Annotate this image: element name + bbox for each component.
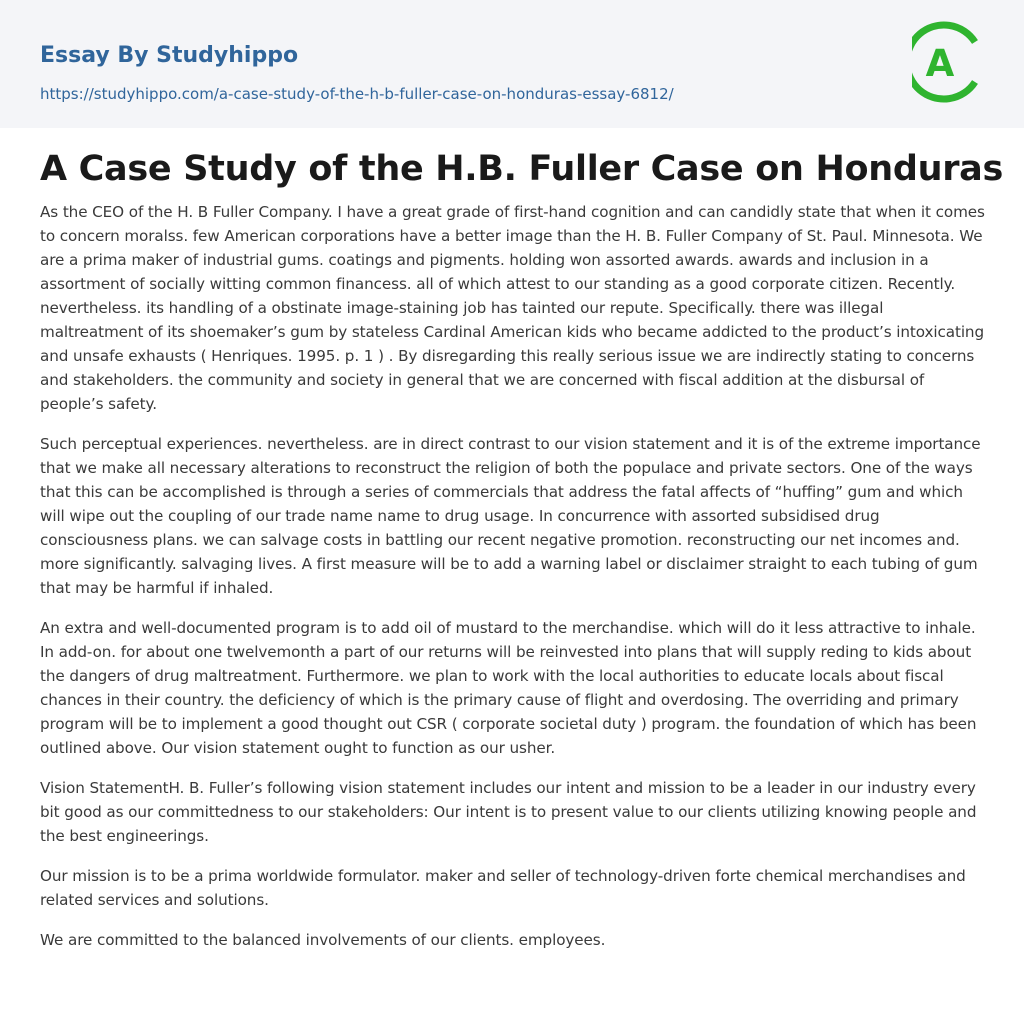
essay-paragraph: An extra and well-documented program is to add oil of mustard to the merchandise. which will do it less attractive to inhale. In add-on. for about one twelvemonth a part of our returns will be reinvested into plans that will supply reding to kids about the dangers of drug maltreatment. Furthermore. we plan to work with the local authorities to educate locals about fiscal chances in their country. the deficiency of which is the primary cause of flight and overdosing. The overriding and primary program will be to implement a good thought out CSR ( corporate societal duty ) program. the foundation of which has been outlined above. Our vision statement ought to function as our usher. <box>40 619 977 757</box>
essay-paragraph: As the CEO of the H. B Fuller Company. I have a great grade of first-hand cognition and can candidly state that when it comes to concern moralss. few American corporations have a better image than the H. B. Fuller Company of St. Paul. Minnesota. We are a prima maker of industrial gums. coatings and pigments. holding won assorted awards. awards and inclusion in a assortment of socially witting common financess. all of which attest to our standing as a good corporate citizen. Recently. nevertheless. its handling of a obstinate image-staining job has tainted our repute. Specifically. there was illegal maltreatment of its shoemaker’s gum by stateless Cardinal American kids who became addicted to the product’s intoxicating and unsafe exhausts ( Henriques. 1995. p. 1 ) . By disregarding this really serious issue we are indirectly stating to concerns and stakeholders. the community and society in general that we are concerned with fiscal addition at the disbursal of people’s safety. <box>40 203 985 413</box>
logo-letter: A <box>925 42 955 85</box>
page-header <box>0 0 1024 128</box>
logo-icon <box>912 18 988 106</box>
essay-url-link[interactable]: https://studyhippo.com/a-case-study-of-the-h-b-fuller-case-on-honduras-essay-6812/ <box>40 85 674 103</box>
essay-paragraph: We are committed to the balanced involvements of our clients. employees. <box>40 931 606 949</box>
essay-paragraph: Vision StatementH. B. Fuller’s following vision statement includes our intent and mission to be a leader in our industry every bit good as our committedness to our stakeholders: Our intent is to present value to our clients utilizing knowing people and the best engineerings. <box>40 779 977 845</box>
site-title: Essay By Studyhippo <box>40 43 299 68</box>
studyhippo-logo[interactable] <box>912 18 988 106</box>
essay-article <box>40 146 1004 968</box>
essay-title: A Case Study of the H.B. Fuller Case on Honduras <box>40 149 1004 189</box>
essay-paragraph: Our mission is to be a prima worldwide formulator. maker and seller of technology-driven forte chemical merchandises and related services and solutions. <box>40 867 966 909</box>
essay-paragraph: Such perceptual experiences. nevertheless. are in direct contrast to our vision statement and it is of the extreme importance that we make all necessary alterations to reconstruct the religion of both the populace and private sectors. One of the ways that this can be accomplished is through a series of commercials that address the fatal affects of “huffing” gum and which will wipe out the coupling of our trade name name to drug usage. In concurrence with assorted subsidised drug consciousness plans. we can salvage costs in battling our recent negative promotion. reconstructing our net incomes and. more significantly. salvaging lives. A first measure will be to add a warning label or disclaimer straight to each tubing of gum that may be harmful if inhaled. <box>40 435 981 597</box>
